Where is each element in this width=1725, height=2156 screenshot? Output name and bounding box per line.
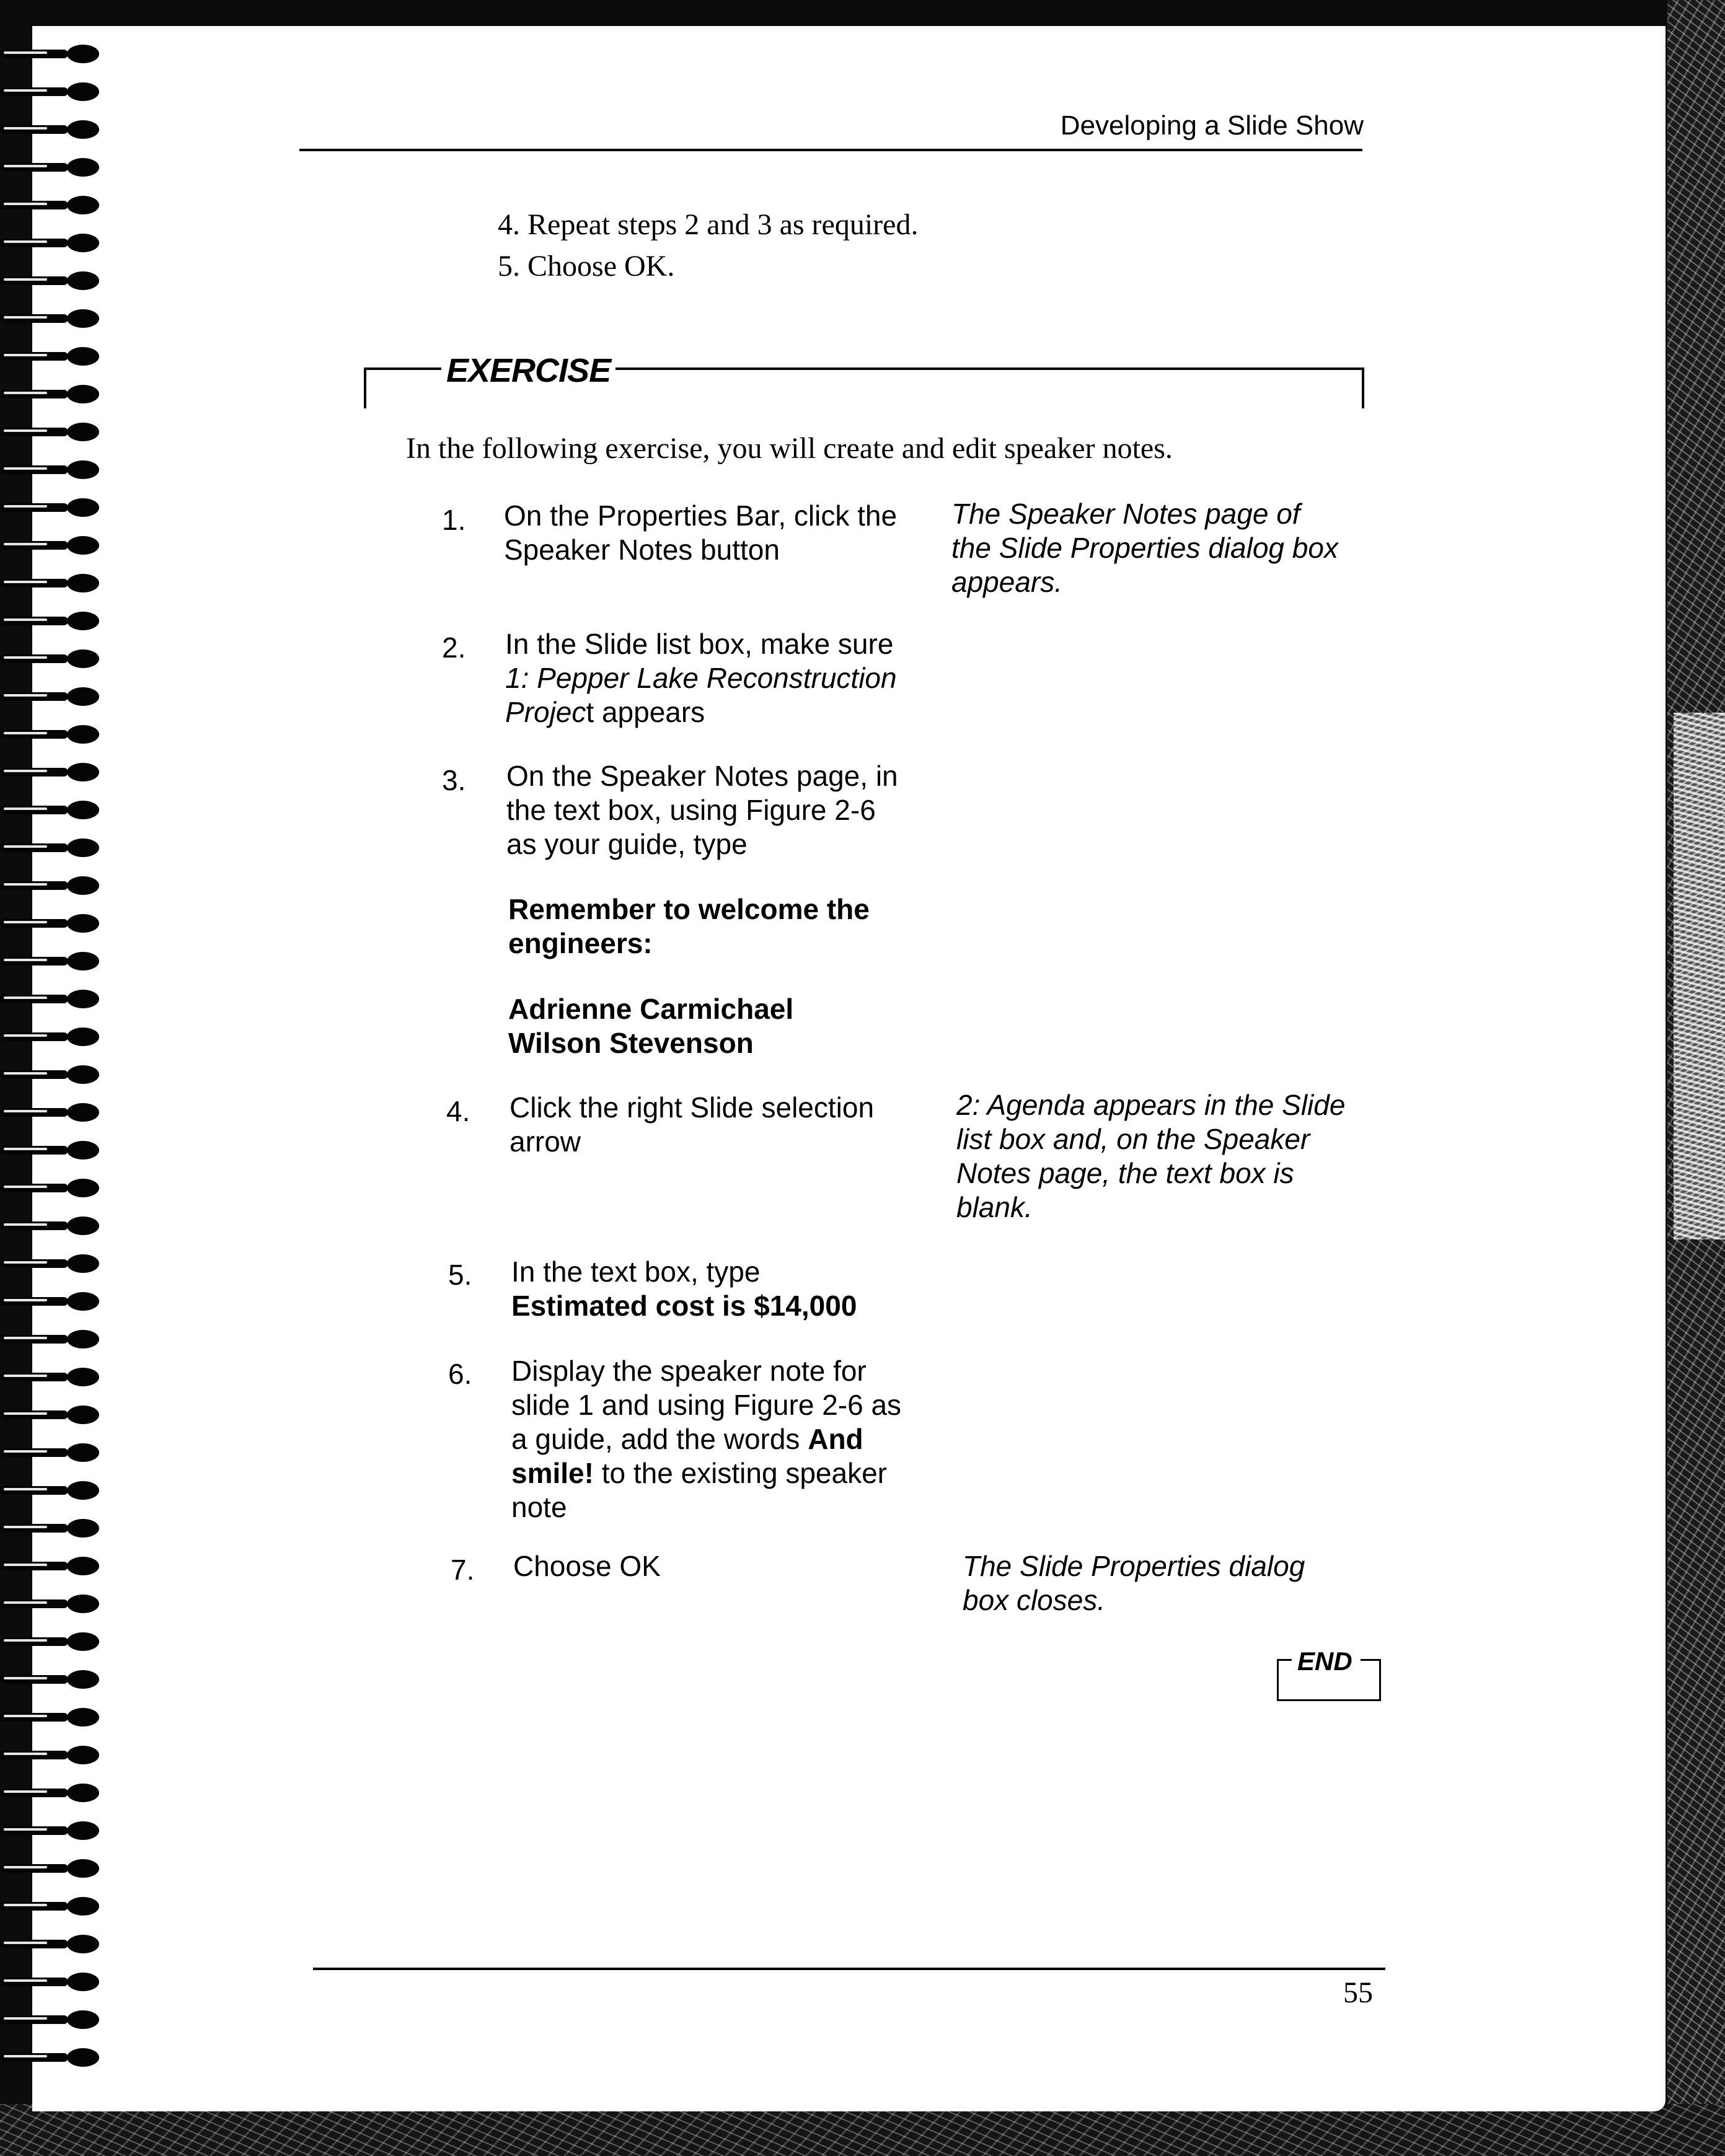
- step-result-note: [951, 497, 1338, 599]
- step-line: a guide, add the words And: [511, 1423, 863, 1455]
- spiral-coil: [0, 119, 102, 140]
- step-instruction: [511, 1255, 857, 1323]
- spiral-coil: [0, 1329, 102, 1350]
- spiral-coil: [0, 1820, 102, 1841]
- spiral-coil: [0, 1102, 102, 1123]
- spiral-coil: [0, 1593, 102, 1614]
- spiral-coil: [0, 1026, 102, 1047]
- step-instruction: [505, 627, 897, 729]
- step-line: the text box, using Figure 2-6: [506, 794, 876, 826]
- spiral-coil: [0, 308, 102, 329]
- spiral-coil: [0, 1291, 102, 1312]
- step-line: Project appears: [505, 696, 705, 728]
- footer-rule: [313, 1968, 1385, 1970]
- exercise-intro: In the following exercise, you will create and edit speaker notes.: [406, 432, 1173, 465]
- spiral-coil: [0, 1631, 102, 1652]
- carryover-step-4: 4. Repeat steps 2 and 3 as required.: [498, 208, 919, 241]
- step-instruction: [513, 1549, 661, 1583]
- spiral-coil: [0, 1707, 102, 1728]
- spiral-coil: [0, 1745, 102, 1766]
- typed-line: Wilson Stevenson: [508, 1027, 754, 1059]
- typed-line: Adrienne Carmichael: [508, 993, 794, 1025]
- spiral-coil: [0, 1934, 102, 1955]
- spiral-coil: [0, 81, 102, 102]
- running-header: Developing a Slide Show: [1060, 110, 1364, 141]
- step-number: 5.: [448, 1259, 472, 1291]
- spiral-coil: [0, 232, 102, 253]
- note-line: box closes.: [963, 1584, 1106, 1616]
- step-number: 7.: [451, 1554, 475, 1586]
- spiral-coil: [0, 1971, 102, 1992]
- end-marker-corner: [1277, 1659, 1292, 1661]
- note-line: blank.: [956, 1191, 1033, 1223]
- carryover-step-5: 5. Choose OK.: [498, 250, 675, 283]
- spiral-coil: [0, 875, 102, 896]
- spiral-coil: [0, 535, 102, 556]
- end-marker-corner: [1361, 1659, 1379, 1661]
- spiral-coil: [0, 1669, 102, 1690]
- step-line: as your guide, type: [506, 828, 748, 860]
- spiral-coil: [0, 195, 102, 216]
- document-page: [32, 26, 1665, 2111]
- step-line: Display the speaker note for: [511, 1355, 867, 1387]
- page-number: 55: [1343, 1976, 1373, 2009]
- note-line: appears.: [951, 566, 1063, 598]
- spiral-coil: [0, 573, 102, 594]
- spiral-coil: [0, 686, 102, 707]
- spiral-coil: [0, 610, 102, 631]
- step-line: On the Speaker Notes page, in: [506, 760, 898, 792]
- spiral-coil: [0, 2047, 102, 2068]
- spiral-coil: [0, 2009, 102, 2030]
- spiral-coil: [0, 1782, 102, 1803]
- step-instruction: [506, 759, 898, 861]
- step-instruction: [510, 1091, 874, 1159]
- step-line: In the text box, type: [511, 1256, 761, 1288]
- spiral-coil: [0, 1253, 102, 1274]
- spiral-coil: [0, 157, 102, 178]
- spiral-coil: [0, 497, 102, 518]
- spiral-coil: [0, 1177, 102, 1199]
- header-rule: [299, 149, 1362, 151]
- note-line: The Speaker Notes page of: [951, 498, 1300, 530]
- exercise-heading: EXERCISE: [441, 351, 615, 390]
- step-result-note: [963, 1549, 1305, 1617]
- spiral-coil: [0, 648, 102, 669]
- spiral-binding: [0, 43, 105, 2082]
- step-line: In the Slide list box, make sure: [505, 628, 894, 660]
- step-number: 1.: [442, 504, 466, 536]
- note-line: Notes page, the text box is: [956, 1157, 1294, 1189]
- spiral-coil: [0, 346, 102, 367]
- typed-line: engineers:: [508, 927, 653, 959]
- spiral-coil: [0, 1518, 102, 1539]
- step-number: 2.: [442, 631, 466, 664]
- spiral-coil: [0, 951, 102, 972]
- spiral-coil: [0, 1404, 102, 1425]
- spiral-coil: [0, 384, 102, 405]
- end-marker-label: END: [1297, 1647, 1352, 1676]
- spiral-coil: [0, 762, 102, 783]
- typed-line: Remember to welcome the: [508, 893, 870, 925]
- spiral-coil: [0, 1215, 102, 1236]
- note-line: 2: Agenda appears in the Slide: [956, 1089, 1346, 1121]
- spiral-coil: [0, 1064, 102, 1085]
- step-line: On the Properties Bar, click the: [504, 499, 898, 532]
- step-line: Speaker Notes button: [504, 534, 780, 566]
- note-line: The Slide Properties dialog: [963, 1550, 1305, 1582]
- step-number: 3.: [442, 764, 466, 796]
- spiral-coil: [0, 988, 102, 1010]
- spiral-coil: [0, 724, 102, 745]
- step-line: arrow: [510, 1125, 581, 1158]
- step-result-note: [956, 1088, 1345, 1225]
- spiral-coil: [0, 913, 102, 934]
- spiral-coil: [0, 1480, 102, 1501]
- step-line: slide 1 and using Figure 2-6 as: [511, 1389, 902, 1421]
- spiral-coil: [0, 1140, 102, 1161]
- note-line: list box and, on the Speaker: [956, 1123, 1310, 1155]
- spiral-coil: [0, 270, 102, 291]
- step-line: 1: Pepper Lake Reconstruction: [505, 662, 897, 694]
- typed-names: [508, 992, 793, 1060]
- spiral-coil: [0, 799, 102, 821]
- step-line: Click the right Slide selection: [510, 1091, 875, 1124]
- spiral-coil: [0, 1442, 102, 1463]
- spiral-coil: [0, 43, 102, 64]
- spiral-coil: [0, 421, 102, 442]
- spiral-coil: [0, 459, 102, 480]
- step-number: 6.: [448, 1358, 472, 1390]
- step-number: 4.: [446, 1095, 470, 1127]
- spiral-coil: [0, 1366, 102, 1388]
- spiral-coil: [0, 1896, 102, 1917]
- spiral-coil: [0, 1858, 102, 1879]
- spiral-coil: [0, 1555, 102, 1577]
- step-line: Choose OK: [513, 1550, 661, 1582]
- step-instruction: [504, 499, 897, 567]
- scan-edge-light-band: [1674, 713, 1725, 1239]
- typed-text: [508, 892, 870, 961]
- typed-line: Estimated cost is $14,000: [511, 1290, 857, 1322]
- note-line: the Slide Properties dialog box: [951, 532, 1338, 564]
- step-line: smile! to the existing speaker: [511, 1457, 888, 1489]
- scan-edge-bottom: [0, 2104, 1725, 2156]
- step-line: note: [511, 1491, 567, 1523]
- step-instruction: [511, 1354, 901, 1525]
- spiral-coil: [0, 837, 102, 858]
